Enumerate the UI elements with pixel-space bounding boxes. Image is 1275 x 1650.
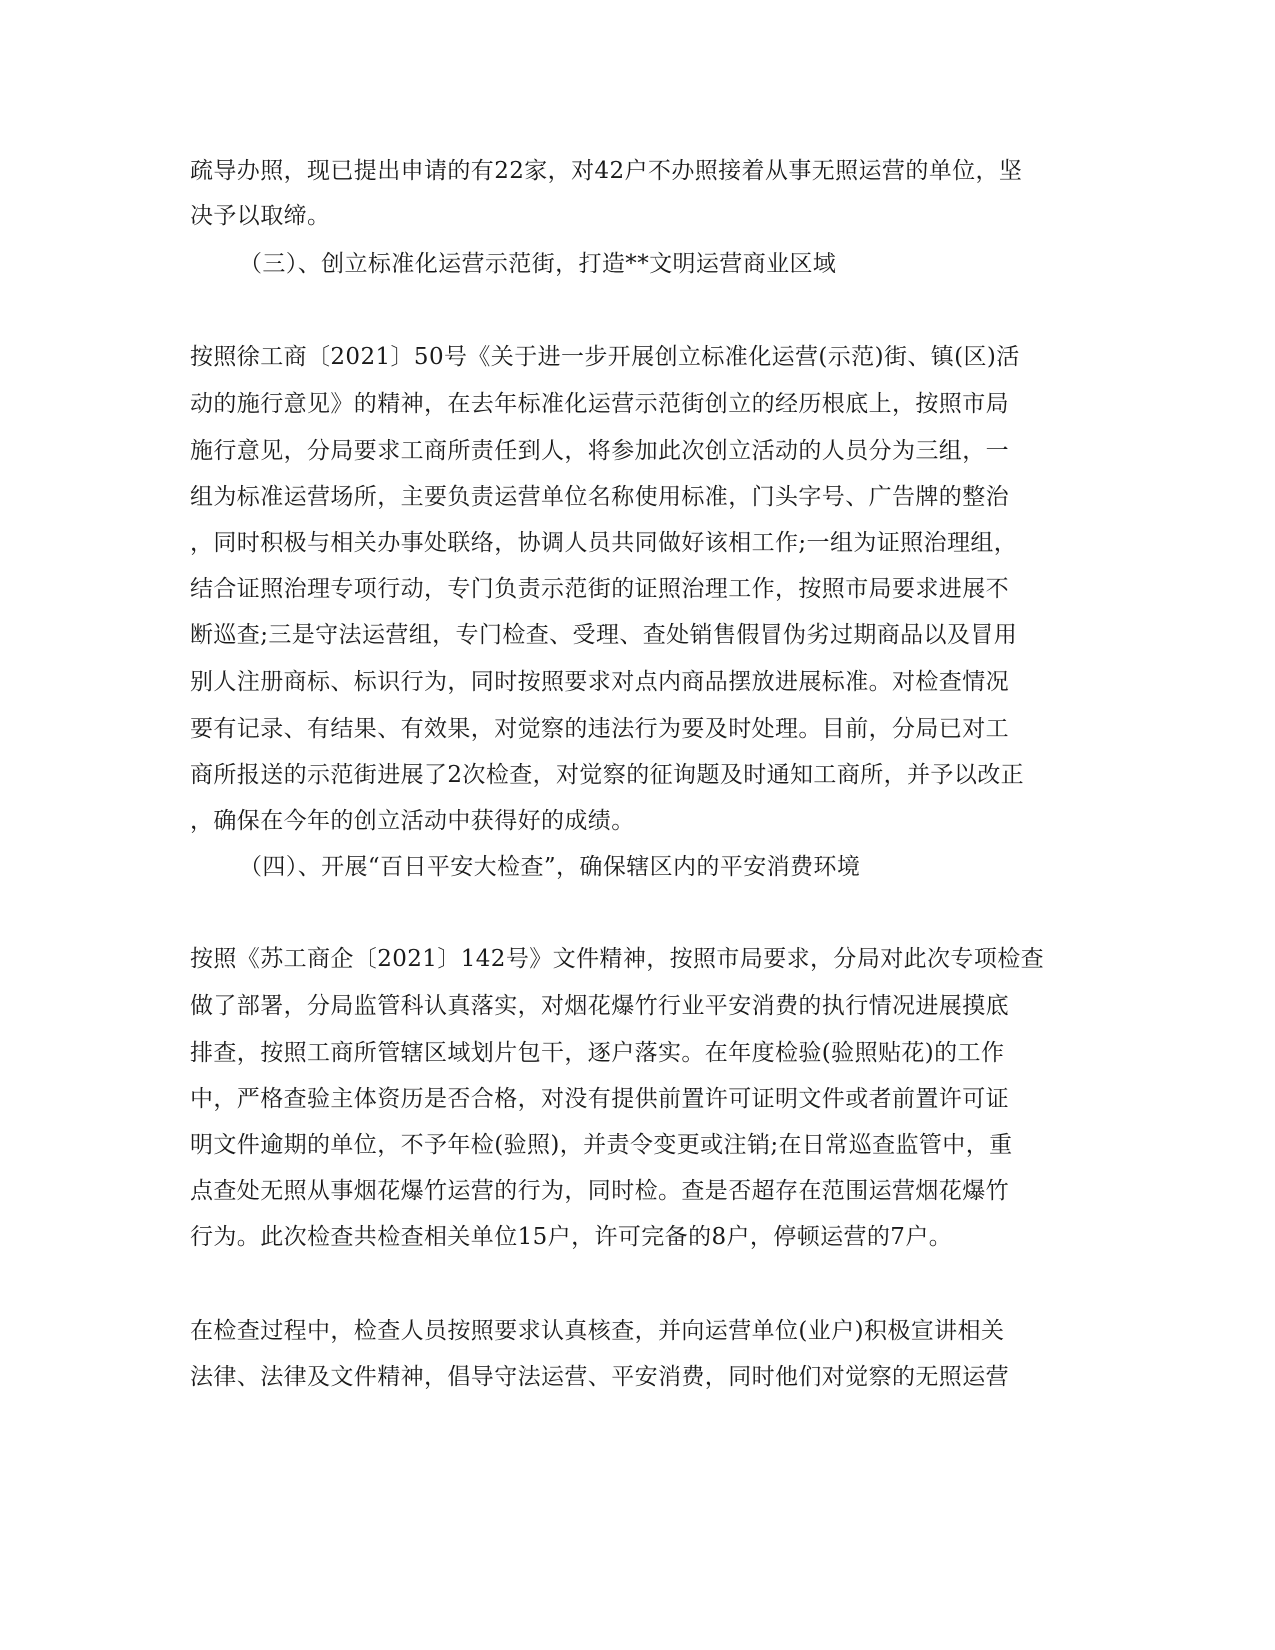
text-line: 疏导办照，现已提出申请的有22家，对42户不办照接着从事无照运营的单位，坚	[190, 158, 1023, 184]
text-line: 决予以取缔。	[190, 203, 331, 229]
text-line: 断巡查;三是守法运营组，专门检查、受理、查处销售假冒伪劣过期商品以及冒用	[190, 622, 1018, 648]
text-line: 在检查过程中，检查人员按照要求认真核查，并向运营单位(业户)积极宣讲相关	[190, 1318, 1005, 1344]
text-line: 做了部署，分局监管科认真落实，对烟花爆竹行业平安消费的执行情况进展摸底	[190, 993, 1009, 1019]
text-line: 明文件逾期的单位，不予年检(验照)，并责令变更或注销;在日常巡查监管中，重	[190, 1132, 1013, 1158]
text-line: 中，严格查验主体资历是否合格，对没有提供前置许可证明文件或者前置许可证	[190, 1086, 1009, 1112]
text-line: ，同时积极与相关办事处联络，协调人员共同做好该相工作;一组为证照治理组，	[190, 530, 1018, 556]
text-line: 施行意见，分局要求工商所责任到人，将参加此次创立活动的人员分为三组，一	[190, 438, 1009, 464]
text-line: ，确保在今年的创立活动中获得好的成绩。	[190, 808, 635, 834]
section-heading: （四）、开展“百日平安大检查”，确保辖区内的平安消费环境	[239, 854, 861, 880]
text-line: 动的施行意见》的精神，在去年标准化运营示范街创立的经历根底上，按照市局	[190, 391, 1009, 417]
text-line: 别人注册商标、标识行为，同时按照要求对点内商品摆放进展标准。对检查情况	[190, 669, 1009, 695]
text-line: 结合证照治理专项行动，专门负责示范街的证照治理工作，按照市局要求进展不	[190, 576, 1009, 602]
text-line: 法律、法律及文件精神，倡导守法运营、平安消费，同时他们对觉察的无照运营	[190, 1364, 1009, 1390]
text-line: 商所报送的示范街进展了2次检查，对觉察的征询题及时通知工商所，并予以改正	[190, 762, 1025, 788]
text-line: 要有记录、有结果、有效果，对觉察的违法行为要及时处理。目前，分局已对工	[190, 716, 1009, 742]
section-heading: （三）、创立标准化运营示范街，打造**文明运营商业区域	[239, 251, 837, 277]
text-line: 排查，按照工商所管辖区域划片包干，逐户落实。在年度检验(验照贴花)的工作	[190, 1040, 1005, 1066]
text-line: 按照《苏工商企〔2021〕142号》文件精神，按照市局要求，分局对此次专项检查	[190, 946, 1045, 972]
text-line: 点查处无照从事烟花爆竹运营的行为，同时检。查是否超存在范围运营烟花爆竹	[190, 1178, 1009, 1204]
text-line: 组为标准运营场所，主要负责运营单位名称使用标准，门头字号、广告牌的整治	[190, 484, 1009, 510]
text-line: 按照徐工商〔2021〕50号《关于进一步开展创立标准化运营(示范)街、镇(区)活	[190, 344, 1020, 370]
text-line: 行为。此次检查共检查相关单位15户，许可完备的8户，停顿运营的7户。	[190, 1224, 953, 1250]
